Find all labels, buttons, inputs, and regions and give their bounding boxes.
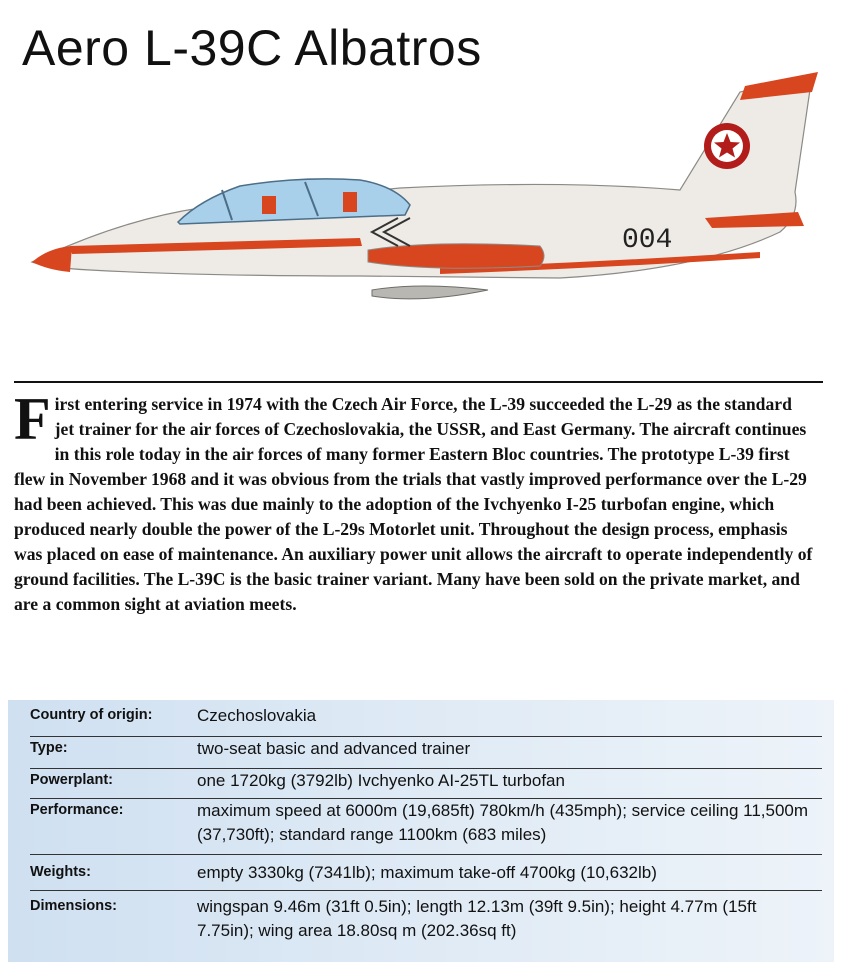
aircraft-wing-pod bbox=[368, 244, 544, 269]
spec-label: Dimensions: bbox=[30, 898, 118, 914]
aircraft-number: 004 bbox=[622, 225, 673, 256]
spec-label: Powerplant: bbox=[30, 772, 113, 788]
aircraft-illustration bbox=[0, 60, 845, 360]
spec-value: Czechoslovakia bbox=[197, 706, 317, 725]
intro-text: irst entering service in 1974 with the Czech Air Force, the L-39 succeeded the L-29 as the standard jet trainer for the air forces of Czechoslovakia, the USSR, and East Germany. The aircraft continues in this role today in the air forces of many former Eastern Bloc countries. The prototype L-39 first flew in November 1968 and it was obvious from the trials that vastly improved performance over the L-29 had been achieved. This was due mainly to the adoption of the Ivchyenko I-25 turbofan engine, which produced nearly double the power of the L-29s Motorlet unit. Throughout the design process, emphasis was placed on ease of maintenance. An auxiliary power unit allows the aircraft to operate independently of ground facilities. The L-39C is the basic trainer variant. Many have been sold on the private market, and are a common sight at aviation meets. bbox=[14, 394, 813, 614]
spec-value: empty 3330kg (7341lb); maximum take-off 4700kg (10,632lb) bbox=[197, 863, 657, 882]
seat-headrest bbox=[343, 192, 357, 212]
spec-label: Type: bbox=[30, 740, 68, 756]
spec-value: one 1720kg (3792lb) Ivchyenko AI-25TL turbofan bbox=[197, 771, 565, 790]
spec-label: Performance: bbox=[30, 802, 124, 818]
spec-label: Weights: bbox=[30, 864, 91, 880]
spec-label: Country of origin: bbox=[30, 707, 153, 723]
specifications-table bbox=[8, 700, 834, 962]
seat-headrest bbox=[262, 196, 276, 214]
intro-paragraph bbox=[14, 386, 814, 617]
page-title: Aero L-39C Albatros bbox=[22, 20, 482, 76]
aircraft-nose bbox=[32, 246, 72, 272]
aircraft-drop-tank bbox=[372, 286, 488, 299]
spec-value: wingspan 9.46m (31ft 0.5in); length 12.13m (39ft 9.5in); height 4.77m (15ft 7.75in); wing area 18.80sq m (202.36sq ft) bbox=[197, 897, 757, 940]
spec-value: two-seat basic and advanced trainer bbox=[197, 739, 471, 758]
drop-cap: F bbox=[14, 386, 51, 452]
spec-value: maximum speed at 6000m (19,685ft) 780km/h (435mph); service ceiling 11,500m (37,730ft); standard range 1100km (683 miles) bbox=[197, 801, 809, 844]
section-divider bbox=[14, 381, 823, 383]
row-divider bbox=[30, 854, 822, 855]
row-divider bbox=[30, 890, 822, 891]
